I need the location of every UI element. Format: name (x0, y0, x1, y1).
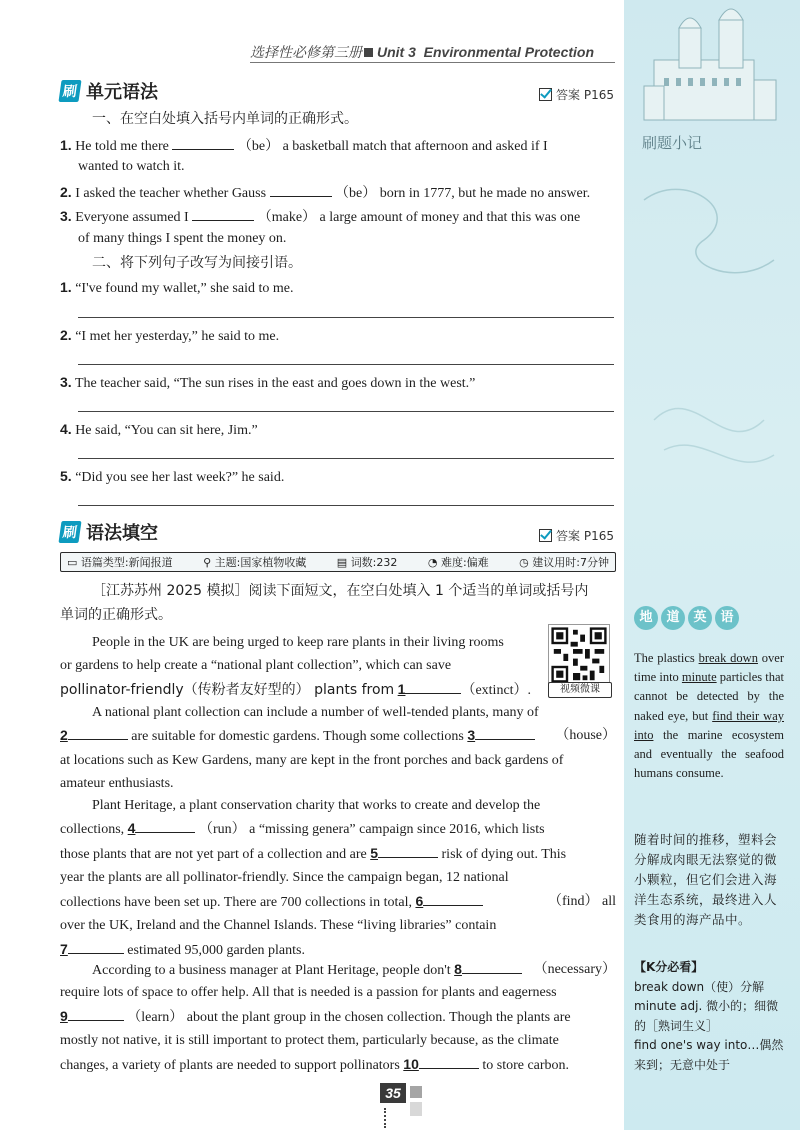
answer-blank[interactable] (68, 725, 128, 740)
badge-char: 语 (715, 606, 739, 630)
brush-badge-icon: 刷 (58, 80, 81, 102)
running-header: 选择性必修第三册 Unit 3 Environmental Protection (250, 44, 595, 60)
castle-illustration (624, 0, 800, 560)
checkbox-icon (539, 88, 552, 101)
info-type: ▭ 语篇类型:新闻报道 (67, 556, 173, 569)
video-lesson-label[interactable]: 视频微课 (548, 682, 612, 698)
answer-reference: 答案 P165 (539, 86, 614, 103)
section-title-grammar: 刷 单元语法 (60, 78, 158, 104)
blank-number: 2 (60, 727, 68, 743)
cloze-intro-cont: 单词的正确形式。 (60, 607, 172, 623)
badge-char: 地 (634, 606, 658, 630)
info-theme: ⚲ 主题:国家植物收藏 (203, 556, 307, 569)
brush-badge-icon: 刷 (58, 521, 81, 543)
sidebar-chinese-translation: 随着时间的推移，塑料会分解成肉眼无法察觉的微小颗粒，但它们会进入海洋生态系统，最终进入人类食用的海产品中。 (634, 832, 778, 927)
info-time: ◷ 建议用时:7分钟 (519, 556, 609, 569)
exercise-item: 2. I asked the teacher whether Gauss （be） born in 1777, but he made no answer. (60, 184, 591, 201)
passage-info-bar (60, 552, 616, 572)
authentic-english-badge (634, 606, 739, 630)
answer-line[interactable] (78, 458, 614, 459)
header-rule (250, 62, 615, 63)
paragraph-1-cont: or gardens to help create a “national plant collection”, which can save pollinator-friendly（传粉者友好型的） plants from 1 （extinct）. (60, 658, 532, 698)
part1-heading: 一、在空白处填入括号内单词的正确形式。 (92, 111, 358, 127)
answer-blank[interactable] (192, 206, 254, 221)
header-square-icon (364, 48, 373, 57)
exercise-item-cont: wanted to watch it. (78, 159, 185, 174)
badge-char: 英 (688, 606, 712, 630)
qr-code-icon[interactable] (548, 624, 610, 686)
paragraph-3: Plant Heritage, a plant conservation charity that works to create and develop the (92, 798, 541, 813)
info-difficulty: ◔ 难度:偏难 (427, 556, 489, 569)
blank-number: 1 (397, 680, 406, 697)
exercise-item: 1. He told me there （be） a basketball match that afternoon and asked if I (60, 137, 548, 154)
sidebar (624, 0, 800, 1130)
section-title-cloze: 刷 语法填空 (60, 519, 158, 545)
sentence-item: 5. “Did you see her last week?” he said. (60, 468, 285, 485)
answer-reference: 答案 P165 (539, 527, 614, 544)
exercise-item-cont: of many things I spent the money on. (78, 231, 287, 246)
exercise-item: 3. Everyone assumed I （make） a large amount of money and that this was one (60, 208, 581, 225)
answer-blank[interactable] (475, 725, 535, 740)
part2-heading: 二、将下列句子改写为间接引语。 (92, 255, 302, 271)
sentence-item: 1. “I've found my wallet,” she said to me. (60, 279, 294, 296)
page-dotted-line (384, 1108, 388, 1128)
blank-number: 9 (60, 1007, 68, 1024)
blank-number: 7 (60, 940, 68, 957)
sentence-item: 4. He said, “You can sit here, Jim.” (60, 421, 258, 438)
checkbox-icon (539, 529, 552, 542)
sidebar-key-points: 【K分必看】 break down（使）分解 minute adj. 微小的；细微的［熟词生义］ find one's way into…偶然来到；无意中处于 (634, 960, 784, 1072)
answer-blank[interactable] (68, 939, 124, 954)
answer-blank[interactable] (423, 891, 483, 906)
answer-blank[interactable] (378, 843, 438, 858)
blank-number: 3 (467, 727, 476, 743)
notes-label: 刷题小记 (642, 134, 703, 152)
answer-blank[interactable] (419, 1054, 479, 1069)
paragraph-2-cont: 2 are suitable for domestic gardens. Though some collections 3 （house） at locations such as Kew Gardens, many are kept in the front porches and back gardens of amateur enthusiasts. (60, 727, 616, 791)
info-words: ▤ 词数:232 (336, 556, 398, 569)
answer-blank[interactable] (270, 182, 332, 197)
answer-blank[interactable] (172, 135, 234, 150)
paragraph-3-cont: collections, 4 （run） a “missing genera” campaign since 2016, which lists those plants that are not yet part of a collection and are 5 risk of dying out. This year the plants are all pollinator-friendly. Since the campaign began, 12 national collections have been set up. There are 700 collections in total, 6 （find） all over the UK, Ireland and the Channel Islands. These “living libraries” contain 7 estimated 95,000 garden plants. (60, 820, 616, 958)
page-decoration (410, 1102, 422, 1116)
paragraph-1: People in the UK are being urged to keep rare plants in their living rooms (92, 635, 504, 650)
cloze-intro: ［江苏苏州 2025 模拟］阅读下面短文，在空白处填入 1 个适当的单词或括号内 (92, 583, 589, 599)
answer-blank[interactable] (462, 959, 522, 974)
paragraph-4: According to a business manager at Plant Heritage, people don't 8 （necessary） (92, 961, 616, 978)
answer-blank[interactable] (405, 679, 461, 694)
sidebar-english-sentence: The plastics break down over time into minute particles that cannot be detected by the naked eye, but find their way into the marine ecosystem and eventually the seafood humans consume. (634, 651, 784, 781)
blank-number: 10 (403, 1055, 419, 1072)
answer-line[interactable] (78, 364, 614, 365)
answer-blank[interactable] (135, 818, 195, 833)
sentence-item: 3. The teacher said, “The sun rises in the east and goes down in the west.” (60, 374, 476, 391)
page-decoration (410, 1086, 422, 1098)
paragraph-2: A national plant collection can include a number of well-tended plants, many of (92, 705, 539, 720)
paragraph-4-cont: require lots of space to offer help. All that is needed is a passion for plants and eagerness 9 （learn） about the plant group in the chosen collection. Though the plants are mostly not native, it is still important to protect them, particularly because, as the climate changes, a variety of plants are needed to support pollinators 10 to store carbon. (60, 985, 571, 1073)
blank-number: 6 (415, 892, 424, 909)
answer-line[interactable] (78, 411, 614, 412)
badge-char: 道 (661, 606, 685, 630)
page-number: 35 (380, 1083, 406, 1103)
blank-number: 8 (454, 961, 462, 977)
answer-blank[interactable] (68, 1006, 124, 1021)
sentence-item: 2. “I met her yesterday,” he said to me. (60, 327, 280, 344)
blank-number: 4 (127, 820, 136, 836)
answer-line[interactable] (78, 505, 614, 506)
answer-line[interactable] (78, 317, 614, 318)
blank-number: 5 (370, 844, 379, 861)
